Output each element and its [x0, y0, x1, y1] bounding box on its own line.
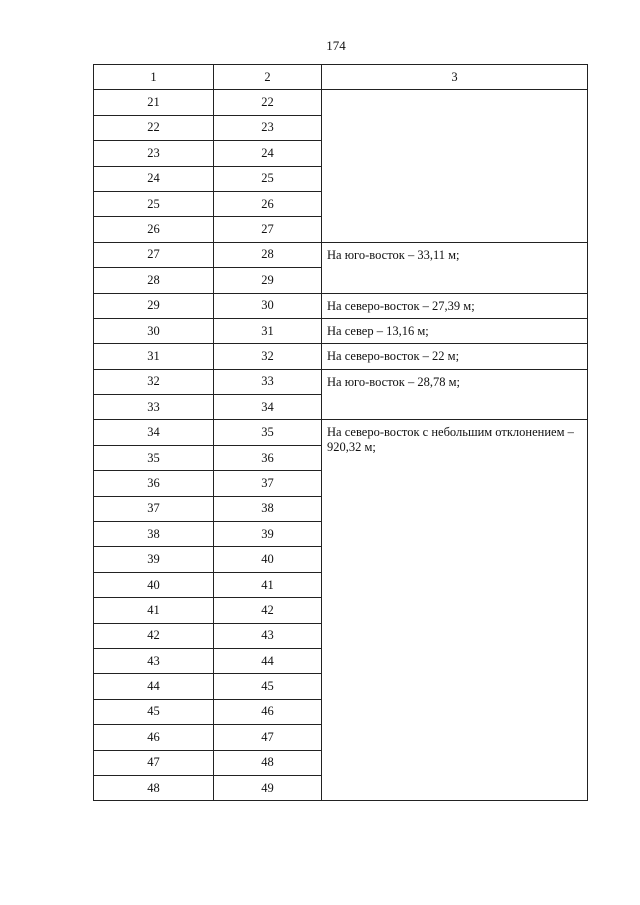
from-point-cell: 24 [94, 166, 214, 191]
column-header-1: 1 [94, 65, 214, 90]
from-point-cell: 48 [94, 775, 214, 800]
table-row [94, 293, 588, 318]
to-point-cell: 38 [214, 496, 322, 521]
table-row [94, 242, 588, 267]
from-point-cell: 28 [94, 268, 214, 293]
to-point-cell: 34 [214, 395, 322, 420]
to-point-cell: 36 [214, 445, 322, 470]
direction-cell: На юго-восток – 28,78 м; [322, 369, 588, 420]
to-point-cell: 48 [214, 750, 322, 775]
to-point-cell: 28 [214, 242, 322, 267]
page-number: 174 [326, 38, 346, 53]
to-point-cell: 42 [214, 598, 322, 623]
direction-cell: На север – 13,16 м; [322, 318, 588, 343]
to-point-cell: 27 [214, 217, 322, 242]
from-point-cell: 41 [94, 598, 214, 623]
from-point-cell: 31 [94, 344, 214, 369]
to-point-cell: 43 [214, 623, 322, 648]
to-point-cell: 26 [214, 191, 322, 216]
to-point-cell: 30 [214, 293, 322, 318]
to-point-cell: 41 [214, 572, 322, 597]
to-point-cell: 31 [214, 318, 322, 343]
from-point-cell: 26 [94, 217, 214, 242]
to-point-cell: 37 [214, 471, 322, 496]
from-point-cell: 29 [94, 293, 214, 318]
to-point-cell: 25 [214, 166, 322, 191]
from-point-cell: 33 [94, 395, 214, 420]
direction-cell: На северо-восток – 22 м; [322, 344, 588, 369]
to-point-cell: 44 [214, 648, 322, 673]
table-row [94, 90, 588, 115]
from-point-cell: 23 [94, 141, 214, 166]
to-point-cell: 45 [214, 674, 322, 699]
from-point-cell: 47 [94, 750, 214, 775]
from-point-cell: 45 [94, 699, 214, 724]
table-row [94, 369, 588, 394]
from-point-cell: 43 [94, 648, 214, 673]
from-point-cell: 39 [94, 547, 214, 572]
from-point-cell: 46 [94, 725, 214, 750]
from-point-cell: 22 [94, 115, 214, 140]
column-header-2: 2 [214, 65, 322, 90]
from-point-cell: 25 [94, 191, 214, 216]
from-point-cell: 36 [94, 471, 214, 496]
to-point-cell: 33 [214, 369, 322, 394]
from-point-cell: 34 [94, 420, 214, 445]
to-point-cell: 40 [214, 547, 322, 572]
to-point-cell: 32 [214, 344, 322, 369]
from-point-cell: 35 [94, 445, 214, 470]
from-point-cell: 21 [94, 90, 214, 115]
to-point-cell: 39 [214, 522, 322, 547]
to-point-cell: 24 [214, 141, 322, 166]
from-point-cell: 27 [94, 242, 214, 267]
direction-cell: На северо-восток с небольшим отклонением – 920,32 м; [322, 420, 588, 801]
from-point-cell: 38 [94, 522, 214, 547]
table-row [94, 344, 588, 369]
to-point-cell: 35 [214, 420, 322, 445]
from-point-cell: 40 [94, 572, 214, 597]
direction-cell: На юго-восток – 33,11 м; [322, 242, 588, 293]
points-table [93, 64, 588, 801]
to-point-cell: 29 [214, 268, 322, 293]
table-row [94, 318, 588, 343]
from-point-cell: 32 [94, 369, 214, 394]
from-point-cell: 44 [94, 674, 214, 699]
from-point-cell: 30 [94, 318, 214, 343]
column-header-3: 3 [322, 65, 588, 90]
to-point-cell: 47 [214, 725, 322, 750]
to-point-cell: 23 [214, 115, 322, 140]
direction-cell [322, 90, 588, 242]
table-header-row [94, 65, 588, 90]
from-point-cell: 42 [94, 623, 214, 648]
direction-cell: На северо-восток – 27,39 м; [322, 293, 588, 318]
to-point-cell: 49 [214, 775, 322, 800]
table-row [94, 420, 588, 445]
from-point-cell: 37 [94, 496, 214, 521]
to-point-cell: 22 [214, 90, 322, 115]
to-point-cell: 46 [214, 699, 322, 724]
